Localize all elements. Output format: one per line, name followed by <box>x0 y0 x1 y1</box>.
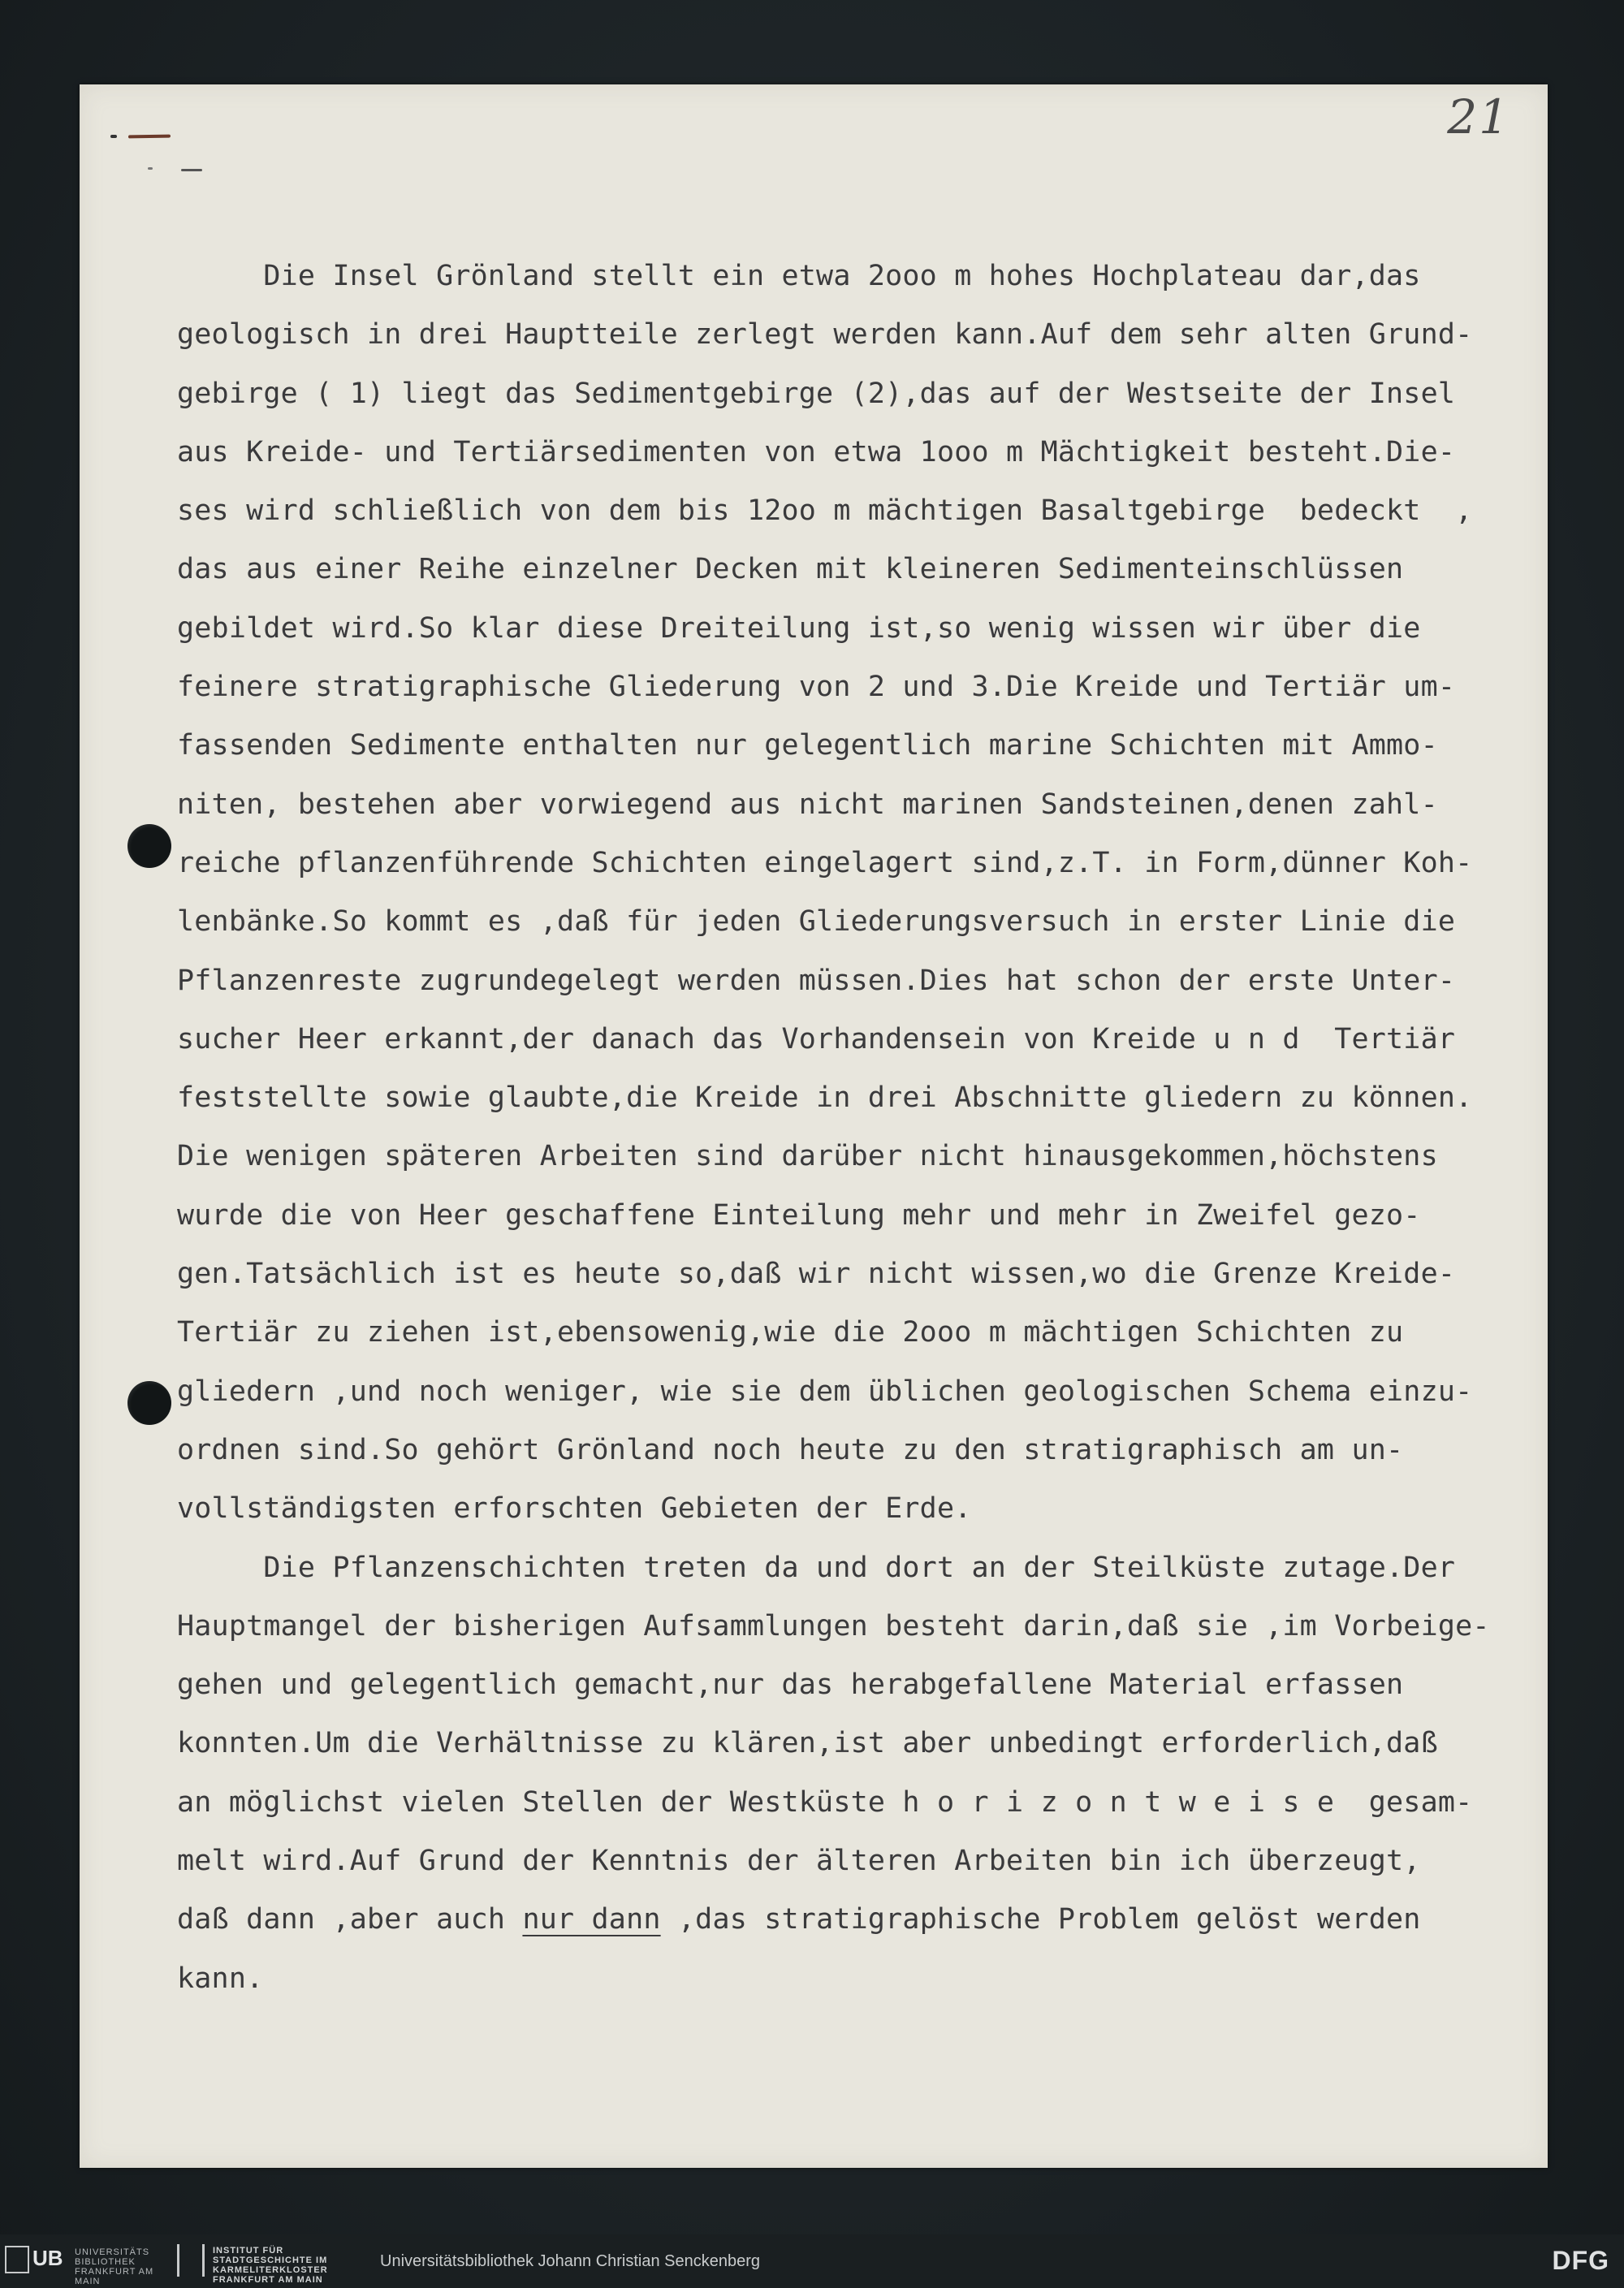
text-line: Die Insel Grönland stellt ein etwa 2ooo m hohes Hochplateau dar,das <box>177 260 1421 292</box>
body-text <box>177 247 1541 2008</box>
library-caption: Universitätsbibliothek Johann Christian Senckenberg <box>380 2252 761 2270</box>
text-line: melt wird.Auf Grund der Kenntnis der älteren Arbeiten bin ich überzeugt, <box>177 1845 1421 1878</box>
text-line: Hauptmangel der bisherigen Aufsammlungen besteht darin,daß sie ,im Vorbeige- <box>177 1609 1490 1643</box>
text-segment: ,das stratigraphische Problem gelöst werden <box>660 1903 1421 1936</box>
text-line: Die wenigen späteren Arbeiten sind darüber nicht hinausgekommen,höchstens <box>177 1140 1438 1173</box>
pen-mark <box>128 135 171 139</box>
punch-hole <box>127 1381 171 1425</box>
dfg-logo: DFG <box>1552 2246 1609 2275</box>
text-line: sucher Heer erkannt,der danach das Vorhandensein von Kreide u n d Tertiär <box>177 1022 1456 1056</box>
text-line: das aus einer Reihe einzelner Decken mit kleineren Sedimenteinschlüssen <box>177 553 1404 586</box>
text-line: Tertiär zu ziehen ist,ebensowenig,wie die 2ooo m mächtigen Schichten zu <box>177 1316 1404 1349</box>
underlined-phrase: nur dann <box>522 1903 661 1936</box>
text-line-with-underline <box>177 1890 1541 1949</box>
text-line: gebirge ( 1) liegt das Sedimentgebirge (2),das auf der Westseite der Insel <box>177 377 1456 410</box>
ub-logo-icon <box>5 2246 29 2273</box>
punch-hole <box>127 824 171 868</box>
text-line: konnten.Um die Verhältnisse zu klären,ist aber unbedingt erforderlich,daß <box>177 1727 1438 1760</box>
text-line: gehen und gelegentlich gemacht,nur das herabgefallene Material erfassen <box>177 1669 1404 1702</box>
text-line: Pflanzenreste zugrundegelegt werden müssen.Dies hat schon der erste Unter- <box>177 964 1456 997</box>
text-line: lenbänke.So kommt es ,daß für jeden Gliederungsversuch in erster Linie die <box>177 905 1456 939</box>
text-line: reiche pflanzenführende Schichten eingelagert sind,z.T. in Form,dünner Koh- <box>177 846 1473 879</box>
pen-mark <box>110 135 117 138</box>
text-line: gliedern ,und noch weniger, wie sie dem üblichen geologischen Schema einzu- <box>177 1375 1473 1408</box>
text-segment: daß dann ,aber auch <box>177 1903 523 1936</box>
university-library-label: UNIVERSITÄTS BIBLIOTHEK FRANKFURT AM MAIN <box>75 2247 154 2286</box>
text-line: geologisch in drei Hauptteile zerlegt werden kann.Auf dem sehr alten Grund- <box>177 318 1473 352</box>
text-line: gen.Tatsächlich ist es heute so,daß wir nicht wissen,wo die Grenze Kreide- <box>177 1258 1456 1291</box>
text-line: ses wird schließlich von dem bis 12oo m mächtigen Basaltgebirge bedeckt , <box>177 494 1473 528</box>
text-line: aus Kreide- und Tertiärsedimenten von etwa 1ooo m Mächtigkeit besteht.Die- <box>177 435 1456 468</box>
text-line: gebildet wird.So klar diese Dreiteilung ist,so wenig wissen wir über die <box>177 611 1421 645</box>
institute-label: INSTITUT FÜR STADTGESCHICHTE IM KARMELITERKLOSTER FRANKFURT AM MAIN <box>213 2246 328 2285</box>
viewer-footer-bar <box>0 2234 1624 2288</box>
institute-logo-icon <box>177 2244 205 2277</box>
pen-mark <box>148 167 153 170</box>
pen-mark <box>181 169 202 171</box>
text-line: feinere stratigraphische Gliederung von 2 und 3.Die Kreide und Tertiär um- <box>177 671 1456 704</box>
text-line: kann. <box>177 1962 264 1995</box>
ub-logo-text: UB <box>32 2246 63 2270</box>
text-line: wurde die von Heer geschaffene Einteilung mehr und mehr in Zweifel gezo- <box>177 1198 1421 1232</box>
text-line: ordnen sind.So gehört Grönland noch heute zu den stratigraphisch am un- <box>177 1433 1404 1466</box>
text-line: feststellte sowie glaubte,die Kreide in drei Abschnitte gliedern zu können. <box>177 1081 1473 1115</box>
text-line: vollständigsten erforschten Gebieten der Erde. <box>177 1492 972 1526</box>
page-number: 21 <box>1447 89 1510 145</box>
typewritten-page <box>80 84 1548 2168</box>
text-line: Die Pflanzenschichten treten da und dort an der Steilküste zutage.Der <box>177 1551 1456 1584</box>
text-line: an möglichst vielen Stellen der Westküste h o r i z o n t w e i s e gesam- <box>177 1785 1473 1819</box>
text-line: niten, bestehen aber vorwiegend aus nicht marinen Sandsteinen,denen zahl- <box>177 788 1438 821</box>
text-line: fassenden Sedimente enthalten nur gelegentlich marine Schichten mit Ammo- <box>177 729 1438 762</box>
